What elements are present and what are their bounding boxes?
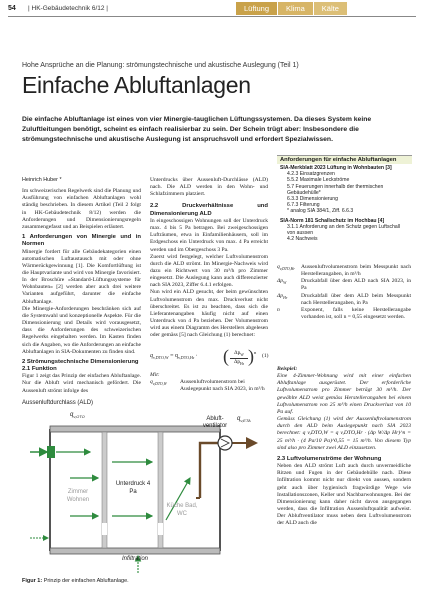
label-kueche: Küche Bad, WC (166, 503, 198, 517)
paragraph: Im schweizerischen Regelwerk sind die Planung und Ausführung von einfachen Abluftanlagen wohl ständig beschrieben. In diesem Artikel (Teil 2 folgt in HK-Gebäudetechnik 8/12) werden die Anforderungen und Dimensionierungsregeln zusammengefasst und an Beispielen erläutert. (22, 188, 141, 230)
formula-legend-row: $q_{v,DTO,W}$ Aussenluftvolumenstrom bei Auslegepunkt nach SIA 2023, in m³/h (150, 379, 265, 393)
tab-klima[interactable]: Klima (278, 2, 313, 15)
paren-open: ( (223, 346, 229, 366)
paragraph: Minergie fordert für alle Gebäudekategorien einen automatischen Luftaustausch mit oder ohne Wärmerückgewinnung [1]. Die Komfortlüftung ist die Hauptvariante und wird von Minergie favorisiert. In der Broschüre «Standard-Lüftungssysteme für Wohnbauten» [2] werden aber auch drei weitere Varianten aufgeführt, darunter die einfache Abluftanlage. (22, 248, 141, 305)
label-zimmer: Zimmer Wohnen (66, 489, 90, 503)
label-fan: Abluft-ventilator (202, 416, 228, 429)
sidebar-entry: 4.2 Nachweis (287, 236, 318, 243)
requirements-box-title: Anforderungen für einfache Abluftanlagen (277, 155, 412, 164)
article-kicker: Hohe Ansprüche an die Planung: strömungstechnische und akustische Auslegung (Teil 1) (22, 62, 299, 69)
column-1 (22, 177, 141, 395)
sidebar-entry: 5.5.2 Maximale Leckströme (287, 177, 350, 184)
example-text: Eine 4-Zimmer-Wohnung wird mit einer einfachen Abluftanlage ausgerüstet. Der erforderliche Luftvolumenstrom pro Zimmer beträgt 30 m³/h. Der gewählte ALD weist gemäss Herstellerangaben bei einem Luftvolumenstrom von 25 m³/h einen Druckverlust von 10 Pa auf. (277, 373, 411, 415)
formula-legend (150, 372, 268, 393)
symbol-legend (277, 264, 411, 321)
requirements-box (277, 155, 412, 243)
label-q-oto: $q_{v,OTO}$ (70, 412, 85, 420)
label-unterdruck: Unterdruck 4 Pa (115, 481, 151, 495)
tab-kaelte[interactable]: Kälte (314, 2, 347, 15)
example-heading: Beispiel: (277, 366, 298, 372)
author: Heinrich Huber * (22, 177, 62, 183)
page-number: 54 (8, 5, 16, 12)
sidebar-entry: SIA-Norm 181 Schallschutz im Hochbau [4] (280, 217, 385, 224)
paragraph: In eingeschossigen Wohnungen soll der Unterdruck max. 4 bis 5 Pa betragen. Bei zweigeschossigen Lufträumen, etwa in Einfamilienhäusern, soll im Erdgeschoss ein Unterdruck von max. 4 Pa erreicht werden und im Obergeschoss 3 Pa. (150, 217, 268, 253)
label-q-eta: $q_{v,ETA}$ (237, 416, 251, 424)
formula-lhs: $q_{v,DTO,W} = q_{v,DTO,Hr}$ · (150, 353, 198, 361)
column-3 (277, 366, 411, 527)
sidebar-entry: 3.1.1 Anforderung an den Schutz gegen Luftschall von aussen (287, 223, 400, 237)
paragraph: Unterdrucks über Aussenluft-Durchlässe (ALD) nach. Die ALD werden in den Wohn- und Schlafzimmern platziert. (150, 177, 268, 198)
legend-row: $\Delta p_{Hr}$ Druckabfall über dem ALD beim Messpunkt nach Herstellerangaben, in Pa (277, 292, 411, 306)
label-ald: Aussenluftdurchlass (ALD) (22, 400, 94, 406)
sidebar-entry: 5.7 Feuerungen innerhalb der thermischen Gebäudehülle* (287, 183, 384, 196)
sidebar-entry: 4.2.3 Einsatzgrenzen (287, 171, 335, 178)
section-tabs (236, 2, 348, 15)
subsection-heading: 2.1 Funktion (22, 366, 57, 373)
paragraph: Die Minergie-Anforderungen beschränken sich auf die Systemwahl und konzeptionelle Aspekte. Für die Dimensionierung und Details wird vorausgesetzt, dass die Anforderungen des schweizerischen Regelwerks eingehalten werden. Im Kasten finden sich die Angaben, wo die Anforderungen an einfache Abluftanlagen in SIA-Dokumenten zu finden sind. (22, 305, 141, 355)
paragraph: Neben den ALD strömt Luft auch durch unvermeidliche Ritzen und Fugen in der Gebäudehülle nach. Diese Infiltration kommt nicht nur direkt von aussen, sondern geht auch über hygienisch fragwürdige Wege wie Installationszonen, Keller und Nachbarwohnungen. Bei der Dimensionierung kann daher nicht davon ausgegangen werden, dass die Infiltration Aussenluftqualität aufweist. Der Abluftventilator muss neben dem Luftvolumenstrom der ALD auch die (277, 463, 411, 527)
paren-close: ) (248, 346, 254, 366)
figure-1-diagram (20, 398, 271, 576)
legend-row: $q_{v,DTO,Hr}$ Aussenluftvolumenstrom beim Messpunkt nach Herstellerangaben, in m³/h (277, 264, 411, 278)
paragraph: Nun wird ein ALD gesucht, der beim gewünschten Luftvolumenstrom den max. Druckverlust nicht überschreitet. Es ist zu beachten, dass sich die Lieferantenangaben häufig nicht auf einen Unterdruck von 4 Pa beziehen. Der Volumenstrom wird aus einem Diagramm des Herstellers abgelesen oder gemäss [5] nach Gleichung (1) berechnet: (150, 289, 268, 339)
legend-row: n Exponent, falls keine Herstellerangabe vorhanden ist, soll n = 0,55 eingesetzt werden. (277, 306, 411, 321)
section-heading: 2.3 Luftvolumenströme der Wohnung (277, 455, 382, 462)
formula-legend-row: Mit: (150, 372, 160, 378)
header-rule (8, 16, 416, 17)
column-2 (150, 177, 268, 340)
sidebar-entry: SIA-Merkblatt 2023 Lüftung in Wohnbauten [3] (280, 165, 392, 171)
figure-caption: Figur 1: Prinzip der einfachen Abluftanlage. (22, 578, 129, 584)
paragraph: Zuerst wird festgelegt, welcher Luftvolumenstrom durch die ALD strömt. Im Minergie-Nachweis wird dazu ein Richtwert von 30 m³/h pro Zimmer eingesetzt. Die Auslegung kann auch differenzierter nach SIA 2023, Ziffer 6.4.1 erfolgen. (150, 253, 268, 289)
section-heading: 2 Strömungstechnische Dimensionierung (22, 358, 139, 365)
sidebar-entry: 6.7.3 Filterung (287, 202, 320, 209)
example-text-2: Gemäss Gleichung (1) wird der Aussenluftvolumenstrom durch den ALD beim Auslegepunkt nach SIA 2023 berechnet: q v,DTO,W = q v,DTO,Hr · (Δp W/Δp Hr)^n = 25 m³/h · (4 Pa/10 Pa)^0,55 = 15 m³/h. Von diesem Typ sind also pro Zimmer zwei ALD einzusetzen. (277, 416, 411, 451)
page-header (0, 0, 424, 20)
section-heading: 1 Anforderungen von Minergie und in Normen (22, 234, 141, 248)
sidebar-entry: 6.3.3 Dimensionierung (287, 196, 338, 203)
label-infiltration: Infiltration (122, 556, 149, 562)
equation-number: (1) (262, 353, 269, 359)
paragraph: Figur 1 zeigt das Prinzip der einfachen Abluftanlage. Nur die Abluft wird mechanisch gefördert. Die Aussenluft strömt infolge des (22, 373, 141, 394)
article-lead: Die einfache Abluftanlage ist eines von vier Minergie-tauglichen Lüftungssystemen. Da dieses System keine Zuluftleitungen benötigt, scheint es einfach realisierbar zu sein. Der Schein trügt aber: Insbesondere die strömungstechnische und akustische Auslegung ist anspruchsvoll und erfordert Spezialwissen. (22, 116, 372, 144)
section-heading: 2.2 Druckverhältnisse und Dimensionierung ALD (150, 203, 268, 217)
legend-row: $\Delta p_W$ Druckabfall über dem ALD nach SIA 2023, in Pa (277, 278, 411, 292)
sidebar-entry: * analog SIA 384/1, Ziff. 6.6.3 (287, 208, 354, 215)
tab-lueftung[interactable]: Lüftung (236, 2, 277, 15)
requirements-box-body (277, 164, 412, 242)
publication-name: | HK-Gebäudetechnik 6/12 | (28, 5, 108, 12)
article-title: Einfache Abluftanlagen (22, 72, 251, 98)
formula-fraction: $\Delta p_W$ $\Delta p_{Hr}$ (233, 350, 245, 366)
ald-element (47, 446, 55, 458)
formula-exponent: n (254, 350, 257, 355)
